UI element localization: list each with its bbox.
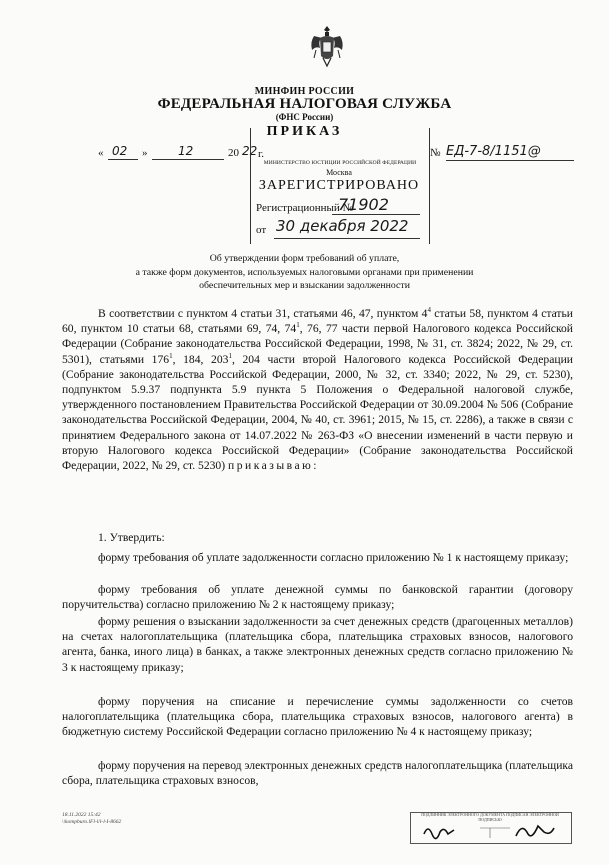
footer-line-1: 18.11.2022 15:42 (62, 812, 101, 818)
subject-line-3: обеспечительных мер и взыскании задолженности (199, 280, 410, 291)
date-month-underline (152, 159, 224, 160)
number-sign: № (430, 147, 441, 159)
reg-number-underline (332, 214, 420, 215)
city-name: Москва (326, 168, 352, 177)
approve-item-2: форму требования об уплате денежной суммы по банковской гарантии (договору поручительства) согласно приложению № 2 к настоящему приказу; (62, 583, 573, 612)
stamp-ministry: МИНИСТЕРСТВО ЮСТИЦИИ РОССИЙСКОЙ ФЕДЕРАЦИИ (263, 160, 417, 166)
approve-item-5: форму поручения на перевод электронных денежных средств налогоплательщика (плательщика сбора, плательщика страховых взносов, (62, 759, 573, 788)
date-year: 22 (242, 144, 258, 158)
date-day: 02 (112, 144, 128, 158)
date-quote-close: » (142, 147, 148, 159)
preamble-text-2: статьи 58, пунктом 4 статьи 60, пунктом 10 статьи 68, статьями 69, 74, 74 (62, 307, 573, 336)
stamp-registered: ЗАРЕГИСТРИРОВАНО (258, 178, 420, 193)
order-subject (60, 252, 549, 293)
approve-item-4: форму поручения на списание и перечисление суммы задолженности со счетов налогоплательщика (плательщика сбора, плательщика страховых взносов, налогового агента) в бюджетную систему Российской Федерации согласно приложению № 4 к настоящему приказу; (62, 695, 573, 739)
preamble-sup-4: 1 (228, 351, 232, 360)
signature-caption: ПОДЛИННИК ЭЛЕКТРОННОГО ДОКУМЕНТА ПОДПИСАН ЭЛЕКТРОННОЙ ПОДПИСЬЮ (421, 812, 559, 822)
ministry-name: МИНФИН РОССИИ (254, 86, 355, 97)
date-quote-open: « (98, 147, 104, 159)
preamble-sup-1: 4 (427, 306, 431, 315)
signature-mark-icon (420, 820, 560, 847)
stamp-reg-number: 71902 (338, 195, 389, 214)
preamble-paragraph (62, 306, 573, 473)
preamble-sup-2: 1 (296, 321, 300, 330)
service-name: ФЕДЕРАЛЬНАЯ НАЛОГОВАЯ СЛУЖБА (157, 96, 452, 112)
preamble-sup-3: 1 (169, 351, 173, 360)
approve-item-3: форму решения о взыскании задолженности за счет денежных средств (драгоценных металлов) на счетах налогоплательщика (плательщика сбора, плательщика страховых взносов, налогового агента, банка, иного лица) в банках, а также электронных денежных средств согласно приложению № 3 к настоящему приказу; (62, 615, 573, 674)
approve-heading: 1. Утвердить: (98, 531, 165, 544)
preamble-text-4: , 184, 203 (172, 352, 229, 366)
date-day-underline (108, 159, 138, 160)
approve-item-1: форму требования об уплате задолженности согласно приложению № 1 к настоящему приказу; (98, 551, 569, 564)
preamble-text-3: , 76, 77 части первой Налогового кодекса Российской Федерации (Собрание законодательства Российской Федерации, 1998, № 31, ст. 3824; 2022, № 29, ст. 5301), статьями 176 (62, 322, 573, 366)
footer-line-2: \\kompburo.lFl-l/l-l-I-8662 (62, 819, 122, 825)
date-year-prefix: 20 (228, 147, 239, 159)
order-title: ПРИКАЗ (266, 124, 343, 139)
reg-date-underline (274, 238, 420, 239)
order-number-underline (446, 160, 574, 161)
footer-print-info (62, 812, 121, 826)
date-month: 12 (178, 144, 194, 158)
emblem-icon (306, 22, 348, 75)
subject-line-2: а также форм документов, используемых налоговыми органами при применении (135, 266, 474, 278)
stamp-from-label: от (256, 224, 267, 236)
date-suffix: г. (258, 148, 265, 160)
service-short-name: (ФНС России) (275, 112, 334, 122)
order-word: приказываю: (227, 459, 320, 473)
subject-line-1: Об утверждении форм требований об уплате, (209, 253, 400, 264)
order-number: ЕД-7-8/1151@ (446, 144, 541, 159)
preamble-text-5: , 204 части второй Налогового кодекса Российской Федерации (Собрание законодательства Российской Федерации, 2000, № 32, ст. 3340; 2022, № 29, ст. 5230), подпунктом 5.9.37 подпункта 5.9 пункта 5 Положения о Федеральной налоговой службе, утвержденного постановлением Правительства Российской Федерации от 30.09.2004 № 506 (Собрание законодательства Российской Федерации, 2004, № 40, ст. 3961; 2015, № 15, ст. 2286), а также в связи с принятием Федерального закона от 14.07.2022 № 263-ФЗ «О внесении изменений в части первую и вторую Налогового кодекса Российской Федерации» (Собрание законодательства Российской Федерации, 2022, № 29, ст. 5230) (62, 352, 573, 473)
preamble-text-1: В соответствии с пунктом 4 статьи 31, статьями 46, 47, пунктом 4 (98, 307, 428, 320)
stamp-reg-date: 30 декабря 2022 (276, 217, 409, 235)
stamp-reg-label: Регистрационный № (256, 202, 354, 214)
